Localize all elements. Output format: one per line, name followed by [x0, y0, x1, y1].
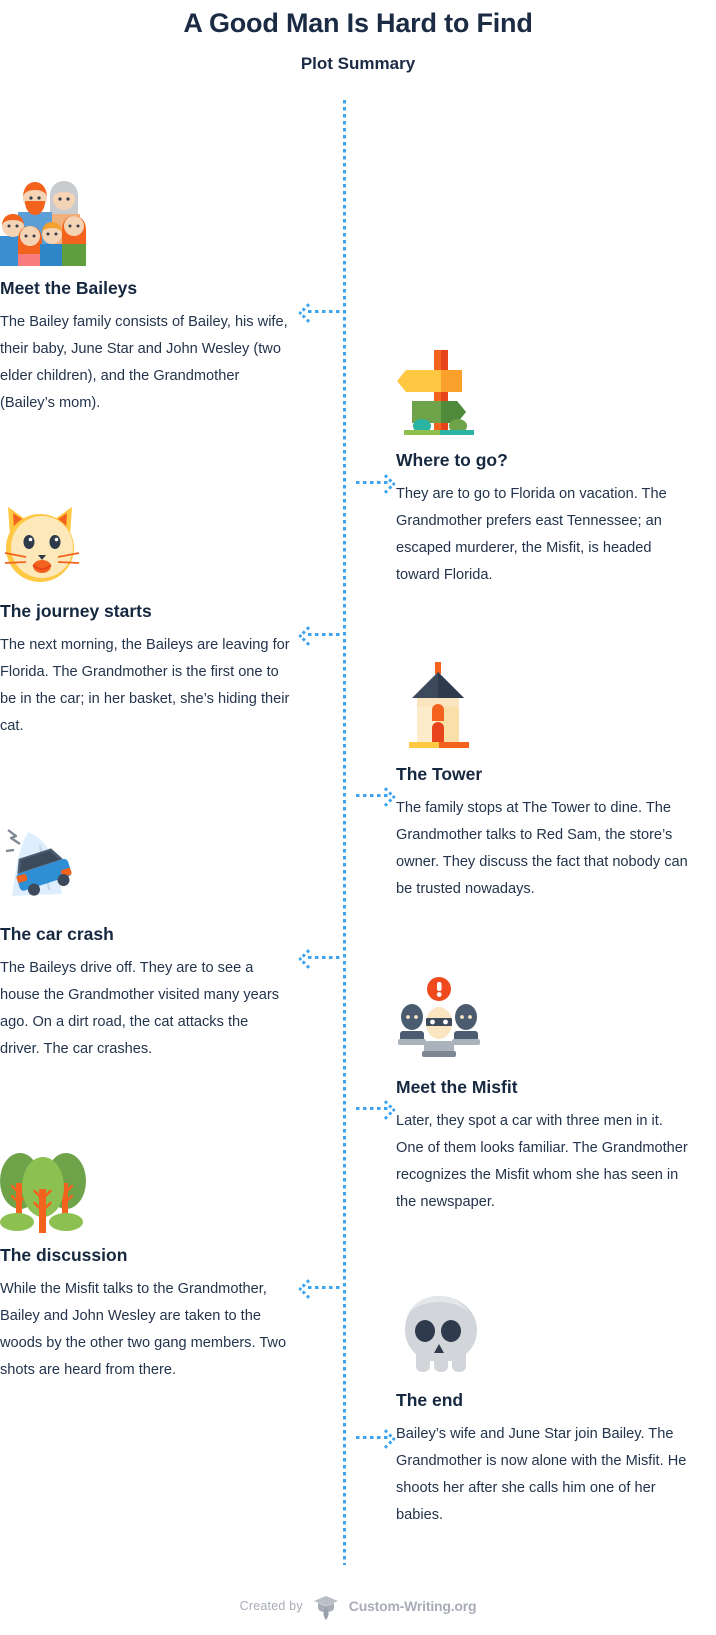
connector-arrow-left-1	[300, 303, 346, 321]
arrow-head-icon	[376, 1100, 396, 1120]
timeline-step-6	[396, 969, 688, 1216]
timeline-step-1	[0, 170, 292, 417]
step-heading: The journey starts	[0, 601, 152, 621]
page-subtitle: Plot Summary	[300, 54, 416, 73]
step-text: Later, they spot a car with three men in it. One of them looks familiar. The Grandmother recognizes the Misfit whom she has seen in the newspaper.	[396, 1113, 688, 1210]
arrow-head-icon	[298, 1279, 318, 1299]
step-heading: Where to go?	[396, 450, 508, 470]
tower-icon	[396, 656, 688, 752]
step-text: While the Misfit talks to the Grandmother, Bailey and John Wesley are taken to the woods by the other two gang members. Two shots are heard from there.	[0, 1281, 287, 1378]
step-heading: The car crash	[0, 924, 114, 944]
timeline-step-7	[0, 1137, 292, 1384]
page-title: A Good Man Is Hard to Find	[183, 8, 533, 38]
arrow-shaft	[308, 310, 342, 313]
arrow-head-icon	[376, 787, 396, 807]
cat-face-icon	[0, 493, 292, 589]
graduation-cap-pen-icon	[312, 1592, 340, 1620]
step-text: Bailey’s wife and June Star join Bailey. The Grandmother is now alone with the Misfit. He shoots her after she calls him one of her babies.	[396, 1426, 687, 1523]
timeline-step-3	[0, 493, 292, 740]
family-icon	[0, 170, 292, 266]
connector-arrow-right-4	[348, 787, 394, 805]
step-heading: Meet the Baileys	[0, 278, 138, 298]
step-text: The Bailey family consists of Bailey, his wife, their baby, June Star and John Wesley (two elder children), and the Grandmother (Bailey’s mom).	[0, 314, 288, 411]
timeline-step-4	[396, 656, 688, 903]
arrow-head-icon	[298, 626, 318, 646]
footer-brand: Custom-Writing.org	[348, 1598, 477, 1614]
connector-arrow-left-5	[300, 949, 346, 967]
connector-arrow-right-8	[348, 1429, 394, 1447]
step-text: They are to go to Florida on vacation. The Grandmother prefers east Tennessee; an escaped murderer, the Misfit, is headed toward Florida.	[396, 486, 667, 583]
signpost-icon	[396, 342, 688, 438]
step-text: The family stops at The Tower to dine. The Grandmother talks to Red Sam, the store’s owner. They discuss the fact that nobody can be trusted nowadays.	[396, 800, 688, 897]
connector-arrow-right-6	[348, 1100, 394, 1118]
step-heading: The discussion	[0, 1245, 128, 1265]
step-heading: Meet the Misfit	[396, 1077, 518, 1097]
connector-arrow-left-3	[300, 626, 346, 644]
arrow-shaft	[308, 633, 342, 636]
connector-arrow-right-2	[348, 474, 394, 492]
footer	[0, 1592, 716, 1620]
arrow-head-icon	[298, 303, 318, 323]
criminals-icon	[396, 969, 688, 1065]
trees-icon	[0, 1137, 292, 1233]
timeline-step-5	[0, 816, 292, 1063]
step-text: The next morning, the Baileys are leaving for Florida. The Grandmother is the first one to be in the car; in her basket, she’s hiding their cat.	[0, 637, 290, 734]
skull-icon	[396, 1282, 688, 1378]
arrow-shaft	[308, 1286, 342, 1289]
timeline-step-8	[396, 1282, 688, 1529]
arrow-shaft	[308, 956, 342, 959]
step-heading: The Tower	[396, 764, 483, 784]
arrow-head-icon	[376, 1429, 396, 1449]
timeline-step-2	[396, 342, 688, 589]
step-heading: The end	[396, 1390, 464, 1410]
car-crash-icon	[0, 816, 292, 912]
arrow-head-icon	[376, 474, 396, 494]
footer-created-label: Created by	[239, 1599, 303, 1613]
arrow-head-icon	[298, 949, 318, 969]
step-text: The Baileys drive off. They are to see a house the Grandmother visited many years ago. On a dirt road, the cat attacks the driver. The car crashes.	[0, 960, 280, 1057]
connector-arrow-left-7	[300, 1279, 346, 1297]
